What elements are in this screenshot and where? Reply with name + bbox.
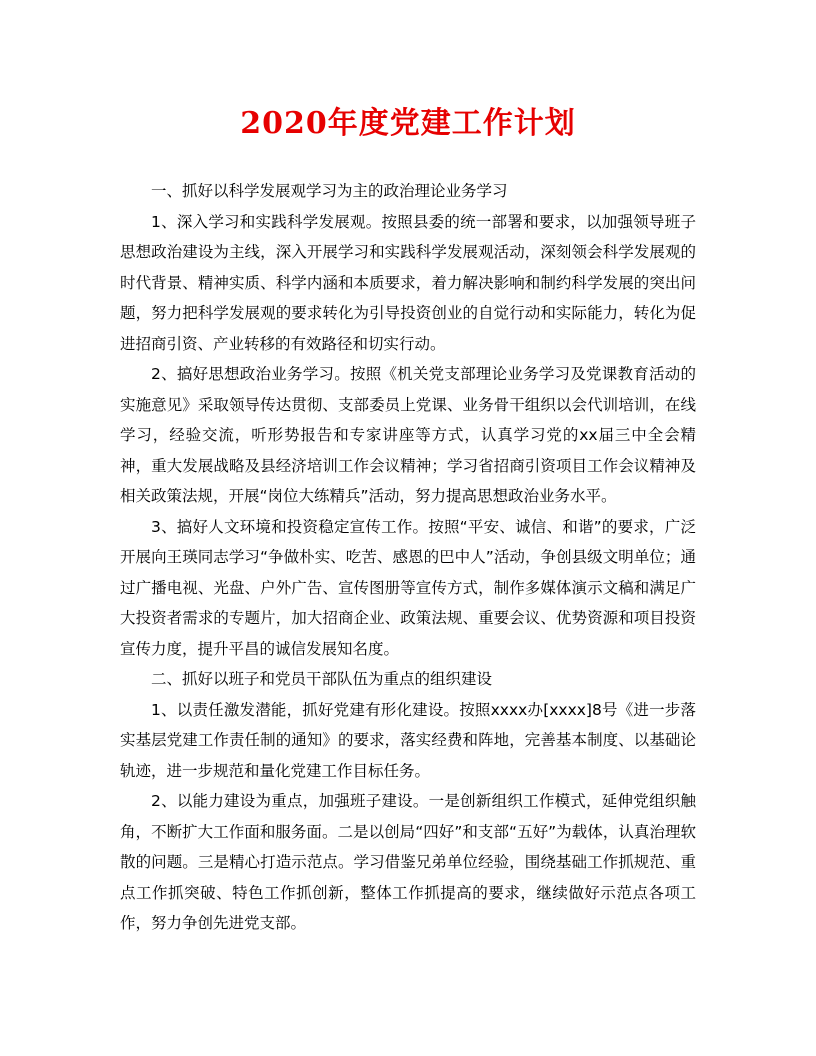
document-title: 2020年度党建工作计划 xyxy=(240,106,576,141)
paragraph-2-1: 1、以责任激发潜能，抓好党建有形化建设。按照xxxx办[xxxx]8号《进一步落实基层党建工作责任制的通知》的要求，落实经费和阵地，完善基本制度、以基础论轨迹，进一步规范和量化党建工作目标任务。 xyxy=(120,700,696,780)
paragraph-1-2: 2、搞好思想政治业务学习。按照《机关党支部理论业务学习及党课教育活动的实施意见》采取领导传达贯彻、支部委员上党课、业务骨干组织以会代训培训，在线学习，经验交流，听形势报告和专家讲座等方式，认真学习党的xx届三中全会精神，重大发展战略及县经济培训工作会议精神；学习省招商引资项目工作会议精神及相关政策法规，开展“岗位大练精兵”活动，努力提高思想政治业务水平。 xyxy=(120,365,696,505)
paragraph-section-1-heading: 一、抓好以科学发展观学习为主的政治理论业务学习 xyxy=(151,182,508,200)
paragraph-2-2: 2、以能力建设为重点，加强班子建设。一是创新组织工作模式，延伸党组织触角，不断扩大工作面和服务面。二是以创局“四好”和支部“五好”为载体，认真治理软散的问题。三是精心打造示范点。学习借鉴兄弟单位经验，围绕基础工作抓规范、重点工作抓突破、特色工作抓创新，整体工作抓提高的要求，继续做好示范点各项工作，努力争创先进党支部。 xyxy=(120,792,696,932)
paragraph-1-1: 1、深入学习和实践科学发展观。按照县委的统一部署和要求，以加强领导班子思想政治建设为主线，深入开展学习和实践科学发展观活动，深刻领会科学发展观的时代背景、精神实质、科学内涵和本质要求，着力解决影响和制约科学发展的突出问题，努力把科学发展观的要求转化为引导投资创业的自觉行动和实际能力，转化为促进招商引资、产业转移的有效路径和切实行动。 xyxy=(120,212,696,353)
paragraph-section-2-heading: 二、抓好以班子和党员干部队伍为重点的组织建设 xyxy=(151,670,493,688)
paragraph-1-3: 3、搞好人文环境和投资稳定宣传工作。按照“平安、诚信、和谐”的要求，广泛开展向王瑛同志学习“争做朴实、吃苦、感恩的巴中人”活动，争创县级文明单位；通过广播电视、光盘、户外广告、宣传图册等宣传方式，制作多媒体演示文稿和满足广大投资者需求的专题片，加大招商企业、政策法规、重要会议、优势资源和项目投资宣传力度，提升平昌的诚信发展知名度。 xyxy=(120,517,696,658)
document-page xyxy=(120,98,696,939)
